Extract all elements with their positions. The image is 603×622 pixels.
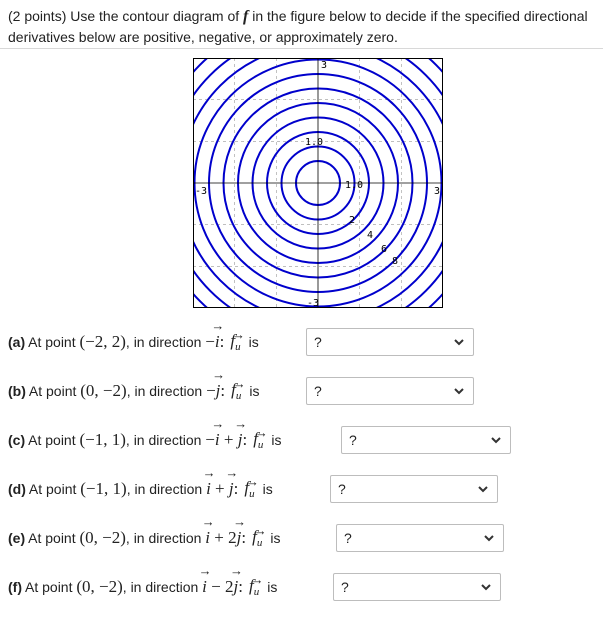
chevron-down-icon — [451, 383, 467, 399]
chevron-down-icon — [488, 432, 504, 448]
select-value: ? — [341, 579, 349, 595]
unit-vector-j: → j — [237, 528, 242, 548]
answer-select-c[interactable] — [341, 426, 511, 454]
intro-text-after: in the figure below to decide if the specified directional derivatives below are positive, negative, or approximately zero. — [8, 8, 588, 45]
unit-vector-j: → j — [234, 577, 239, 597]
prefix: At point — [28, 432, 76, 448]
mid: , in direction — [126, 383, 203, 399]
direction-operator: − — [205, 332, 215, 351]
contour-label-top: 1.0 — [305, 137, 324, 148]
mid: , in direction — [125, 530, 202, 546]
directional-derivative: f→ u — [253, 429, 263, 451]
point: (−2, 2) — [79, 332, 126, 351]
question-d: (d) At point (−1, 1) , in direction → i + → j : f→ u is — [8, 474, 278, 504]
direction-operator: + 2 — [210, 528, 237, 547]
question-a: (a) At point (−2, 2) , in direction −→ i : f→ u is — [8, 327, 264, 357]
is-word: is — [271, 432, 282, 448]
direction — [205, 528, 241, 548]
is-word: is — [262, 481, 273, 497]
chevron-down-icon — [475, 481, 491, 497]
directional-derivative: f→ u — [230, 331, 240, 353]
is-word: is — [267, 579, 278, 595]
contour-diagram — [193, 58, 443, 308]
direction-operator: − 2 — [206, 577, 234, 596]
prefix: At point — [28, 334, 76, 350]
direction-operator: + — [210, 479, 229, 498]
intro-text-before: Use the contour diagram of — [70, 8, 240, 24]
question-e: (e) At point (0, −2) , in direction → i + 2→ j : f→ u is — [8, 523, 285, 553]
unit-vector-i: → i — [206, 479, 211, 499]
mid: , in direction — [125, 432, 202, 448]
prefix: At point — [25, 579, 73, 595]
direction — [205, 430, 242, 450]
select-value: ? — [338, 481, 346, 497]
question-f: (f) At point (0, −2) , in direction → i − 2→ j : f→ u is — [8, 572, 282, 602]
part-label: (f) — [8, 579, 22, 595]
contour-label-6: 6 — [381, 244, 388, 255]
answer-select-e[interactable] — [336, 524, 504, 552]
divider — [0, 48, 603, 49]
prefix: At point — [28, 530, 76, 546]
unit-vector-i: → i — [202, 577, 207, 597]
part-label: (e) — [8, 530, 26, 546]
answer-select-f[interactable] — [333, 573, 501, 601]
direction-operator: + — [219, 430, 238, 449]
directional-derivative: f→ u — [252, 527, 262, 549]
contour-label-2: 2 — [349, 215, 356, 226]
unit-vector-j: → j — [229, 479, 234, 499]
answer-select-a[interactable] — [306, 328, 474, 356]
top-tick-label: 3 — [321, 60, 328, 71]
point: (−1, 1) — [80, 479, 127, 498]
is-word: is — [270, 530, 281, 546]
point: (0, −2) — [80, 381, 127, 400]
chevron-down-icon — [451, 334, 467, 350]
unit-vector-i: → i — [215, 332, 220, 352]
point: (−1, 1) — [79, 430, 126, 449]
is-word: is — [248, 334, 259, 350]
is-word: is — [249, 383, 260, 399]
directional-derivative: f→ u — [249, 576, 259, 598]
points-label: (2 points) — [8, 8, 67, 24]
unit-vector-i: → i — [215, 430, 220, 450]
directional-derivative: f→ u — [244, 478, 254, 500]
prefix: At point — [28, 383, 77, 399]
unit-vector-i: → i — [205, 528, 210, 548]
answer-select-d[interactable] — [330, 475, 498, 503]
contour-label-4: 4 — [367, 230, 374, 241]
mid: , in direction — [126, 481, 203, 497]
select-value: ? — [349, 432, 357, 448]
contour-label-8: 8 — [392, 256, 399, 267]
unit-vector-j: → j — [238, 430, 243, 450]
point: (0, −2) — [79, 528, 126, 547]
bottom-tick-label: -3 — [307, 298, 320, 308]
answer-select-b[interactable] — [306, 377, 474, 405]
right-tick-label: 3 — [434, 186, 441, 197]
problem-statement — [8, 6, 600, 47]
direction-operator: − — [206, 381, 216, 400]
part-label: (d) — [8, 481, 26, 497]
select-value: ? — [314, 334, 322, 350]
contour-label-center: 1.0 — [345, 180, 364, 191]
direction — [202, 577, 238, 597]
mid: , in direction — [125, 334, 202, 350]
part-label: (b) — [8, 383, 26, 399]
function-symbol: f — [243, 8, 249, 25]
chevron-down-icon — [481, 530, 497, 546]
prefix: At point — [28, 481, 77, 497]
mid: , in direction — [122, 579, 199, 595]
direction — [205, 332, 219, 352]
unit-vector-j: → j — [216, 381, 221, 401]
part-label: (c) — [8, 432, 26, 448]
directional-derivative: f→ u — [231, 380, 241, 402]
direction — [206, 381, 220, 401]
part-label: (a) — [8, 334, 26, 350]
point: (0, −2) — [76, 577, 123, 596]
question-b: (b) At point (0, −2) , in direction −→ j : f→ u is — [8, 376, 264, 406]
select-value: ? — [344, 530, 352, 546]
direction — [206, 479, 234, 499]
question-c: (c) At point (−1, 1) , in direction −→ i + → j : f→ u is — [8, 425, 287, 455]
direction-operator: − — [205, 430, 215, 449]
chevron-down-icon — [478, 579, 494, 595]
left-tick-label: -3 — [195, 186, 208, 197]
select-value: ? — [314, 383, 322, 399]
